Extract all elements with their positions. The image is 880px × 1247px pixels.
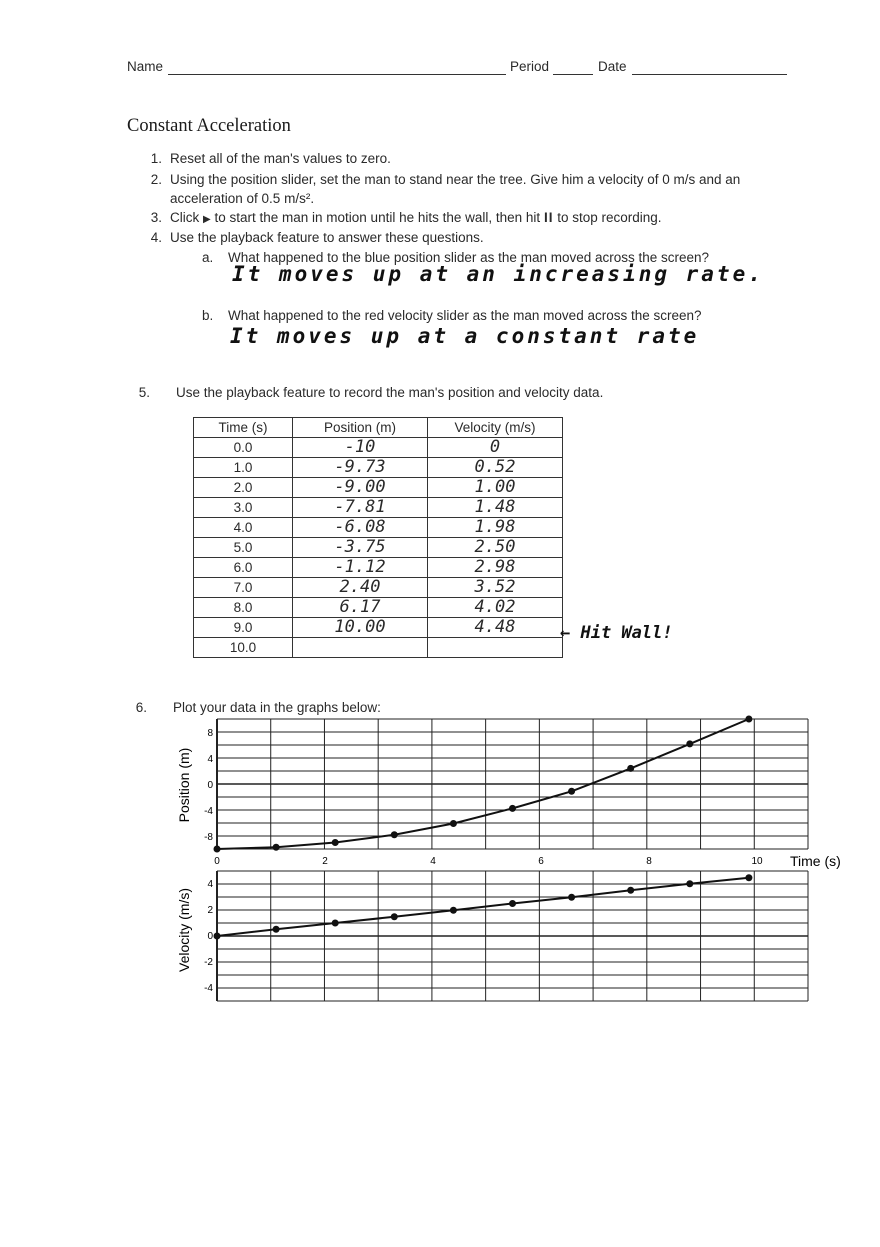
question-text: What happened to the blue position slider as the man moved across the screen? — [228, 250, 710, 265]
answer-b: It moves up at a constant rate — [230, 324, 700, 348]
time-cell: 3.0 — [194, 498, 293, 518]
data-point — [391, 913, 398, 920]
step-text: Plot your data in the graphs below: — [173, 700, 381, 715]
data-point — [214, 846, 221, 853]
step-text: Use the playback feature to answer these questions. — [170, 230, 484, 245]
data-point — [273, 926, 280, 933]
data-point — [686, 880, 693, 887]
step-text: to start the man in motion until he hits the wall, then hit — [214, 210, 541, 225]
step-number: 4. — [150, 230, 162, 245]
position-cell[interactable]: -1.12 — [293, 558, 428, 578]
answer-a: It moves up at an increasing rate. — [232, 262, 764, 286]
y-tick-label: 2 — [207, 905, 213, 916]
velocity-cell[interactable]: 2.98 — [428, 558, 563, 578]
x-tick-label: 4 — [430, 856, 436, 867]
data-point — [450, 820, 457, 827]
time-cell: 9.0 — [194, 618, 293, 638]
pause-icon: II — [543, 210, 554, 225]
question-letter: b. — [202, 308, 214, 323]
velocity-cell[interactable]: 0 — [428, 438, 563, 458]
step-number: 2. — [150, 172, 162, 187]
velocity-cell[interactable]: 1.98 — [428, 518, 563, 538]
page-title: Constant Acceleration — [127, 116, 291, 136]
velocity-chart — [176, 871, 808, 1001]
position-cell[interactable]: 2.40 — [293, 578, 428, 598]
data-point — [686, 740, 693, 747]
x-tick-label: 6 — [538, 856, 544, 867]
period-label: Period — [510, 59, 550, 74]
step-text: Reset all of the man's values to zero. — [170, 151, 391, 166]
velocity-cell[interactable]: 3.52 — [428, 578, 563, 598]
name-label: Name — [127, 59, 164, 74]
data-point — [745, 874, 752, 881]
y-tick-label: -8 — [204, 832, 213, 843]
y-tick-label: 0 — [207, 780, 213, 791]
position-cell[interactable]: -7.81 — [293, 498, 428, 518]
position-cell[interactable]: -9.73 — [293, 458, 428, 478]
x-tick-label: 10 — [751, 856, 763, 867]
data-point — [509, 805, 516, 812]
data-point — [214, 933, 221, 940]
step-text: to stop recording. — [557, 210, 662, 225]
step-text: Click — [170, 210, 200, 225]
data-point — [391, 831, 398, 838]
data-point — [745, 716, 752, 723]
header-position: Position (m) — [293, 418, 428, 438]
x-tick-label: 8 — [646, 856, 652, 867]
x-tick-label: 0 — [214, 856, 220, 867]
y-tick-label: -4 — [204, 983, 213, 994]
velocity-cell[interactable]: 1.48 — [428, 498, 563, 518]
time-cell: 6.0 — [194, 558, 293, 578]
velocity-cell[interactable]: 4.48 — [428, 618, 563, 638]
data-point — [332, 920, 339, 927]
position-cell[interactable]: -9.00 — [293, 478, 428, 498]
y-tick-label: -2 — [204, 957, 213, 968]
x-axis-label: Time (s) — [790, 853, 841, 869]
data-point — [568, 788, 575, 795]
y-axis-label: Position (m) — [176, 747, 192, 823]
position-y-ticks — [204, 728, 213, 843]
step-number: 3. — [150, 210, 162, 225]
position-cell[interactable]: -10 — [293, 438, 428, 458]
question-text: What happened to the red velocity slider as the man moved across the screen? — [228, 308, 702, 323]
velocity-y-ticks — [204, 879, 213, 994]
x-tick-label: 2 — [322, 856, 328, 867]
position-x-ticks — [214, 856, 763, 867]
time-cell: 0.0 — [194, 438, 293, 458]
play-icon: ▶ — [203, 214, 211, 225]
velocity-cell[interactable]: 0.52 — [428, 458, 563, 478]
step-text: Use the playback feature to record the man's position and velocity data. — [176, 385, 604, 400]
position-cell[interactable]: -3.75 — [293, 538, 428, 558]
data-point — [509, 900, 516, 907]
y-tick-label: 0 — [207, 931, 213, 942]
y-tick-label: -4 — [204, 806, 213, 817]
data-point — [627, 765, 634, 772]
data-point — [332, 839, 339, 846]
step-number: 5. — [138, 385, 150, 400]
header-time: Time (s) — [194, 418, 293, 438]
step-text: acceleration of 0.5 m/s². — [170, 191, 315, 206]
hit-wall-note: ← Hit Wall! — [560, 623, 673, 643]
time-cell: 7.0 — [194, 578, 293, 598]
position-cell[interactable]: 10.00 — [293, 618, 428, 638]
question-letter: a. — [202, 250, 214, 265]
data-point — [627, 887, 634, 894]
velocity-curve — [217, 878, 749, 936]
step-number: 6. — [135, 700, 147, 715]
date-label: Date — [598, 59, 627, 74]
step-number: 1. — [150, 151, 162, 166]
data-point — [568, 894, 575, 901]
y-tick-label: 8 — [207, 728, 213, 739]
time-cell: 1.0 — [194, 458, 293, 478]
velocity-cell[interactable]: 4.02 — [428, 598, 563, 618]
time-cell: 4.0 — [194, 518, 293, 538]
header-velocity: Velocity (m/s) — [428, 418, 563, 438]
y-tick-label: 4 — [207, 879, 213, 890]
y-tick-label: 4 — [207, 754, 213, 765]
data-point — [450, 907, 457, 914]
time-cell: 2.0 — [194, 478, 293, 498]
velocity-cell[interactable]: 1.00 — [428, 478, 563, 498]
position-cell[interactable]: 6.17 — [293, 598, 428, 618]
step-text: Using the position slider, set the man to stand near the tree. Give him a velocity of 0 m/s and an — [170, 172, 741, 187]
data-point — [273, 844, 280, 851]
position-cell[interactable]: -6.08 — [293, 518, 428, 538]
position-grid — [217, 719, 808, 849]
position-chart — [176, 716, 841, 870]
velocity-cell[interactable]: 2.50 — [428, 538, 563, 558]
time-cell: 10.0 — [194, 638, 293, 658]
velocity-grid — [217, 871, 808, 1001]
y-axis-label: Velocity (m/s) — [176, 887, 192, 973]
time-cell: 5.0 — [194, 538, 293, 558]
time-cell: 8.0 — [194, 598, 293, 618]
